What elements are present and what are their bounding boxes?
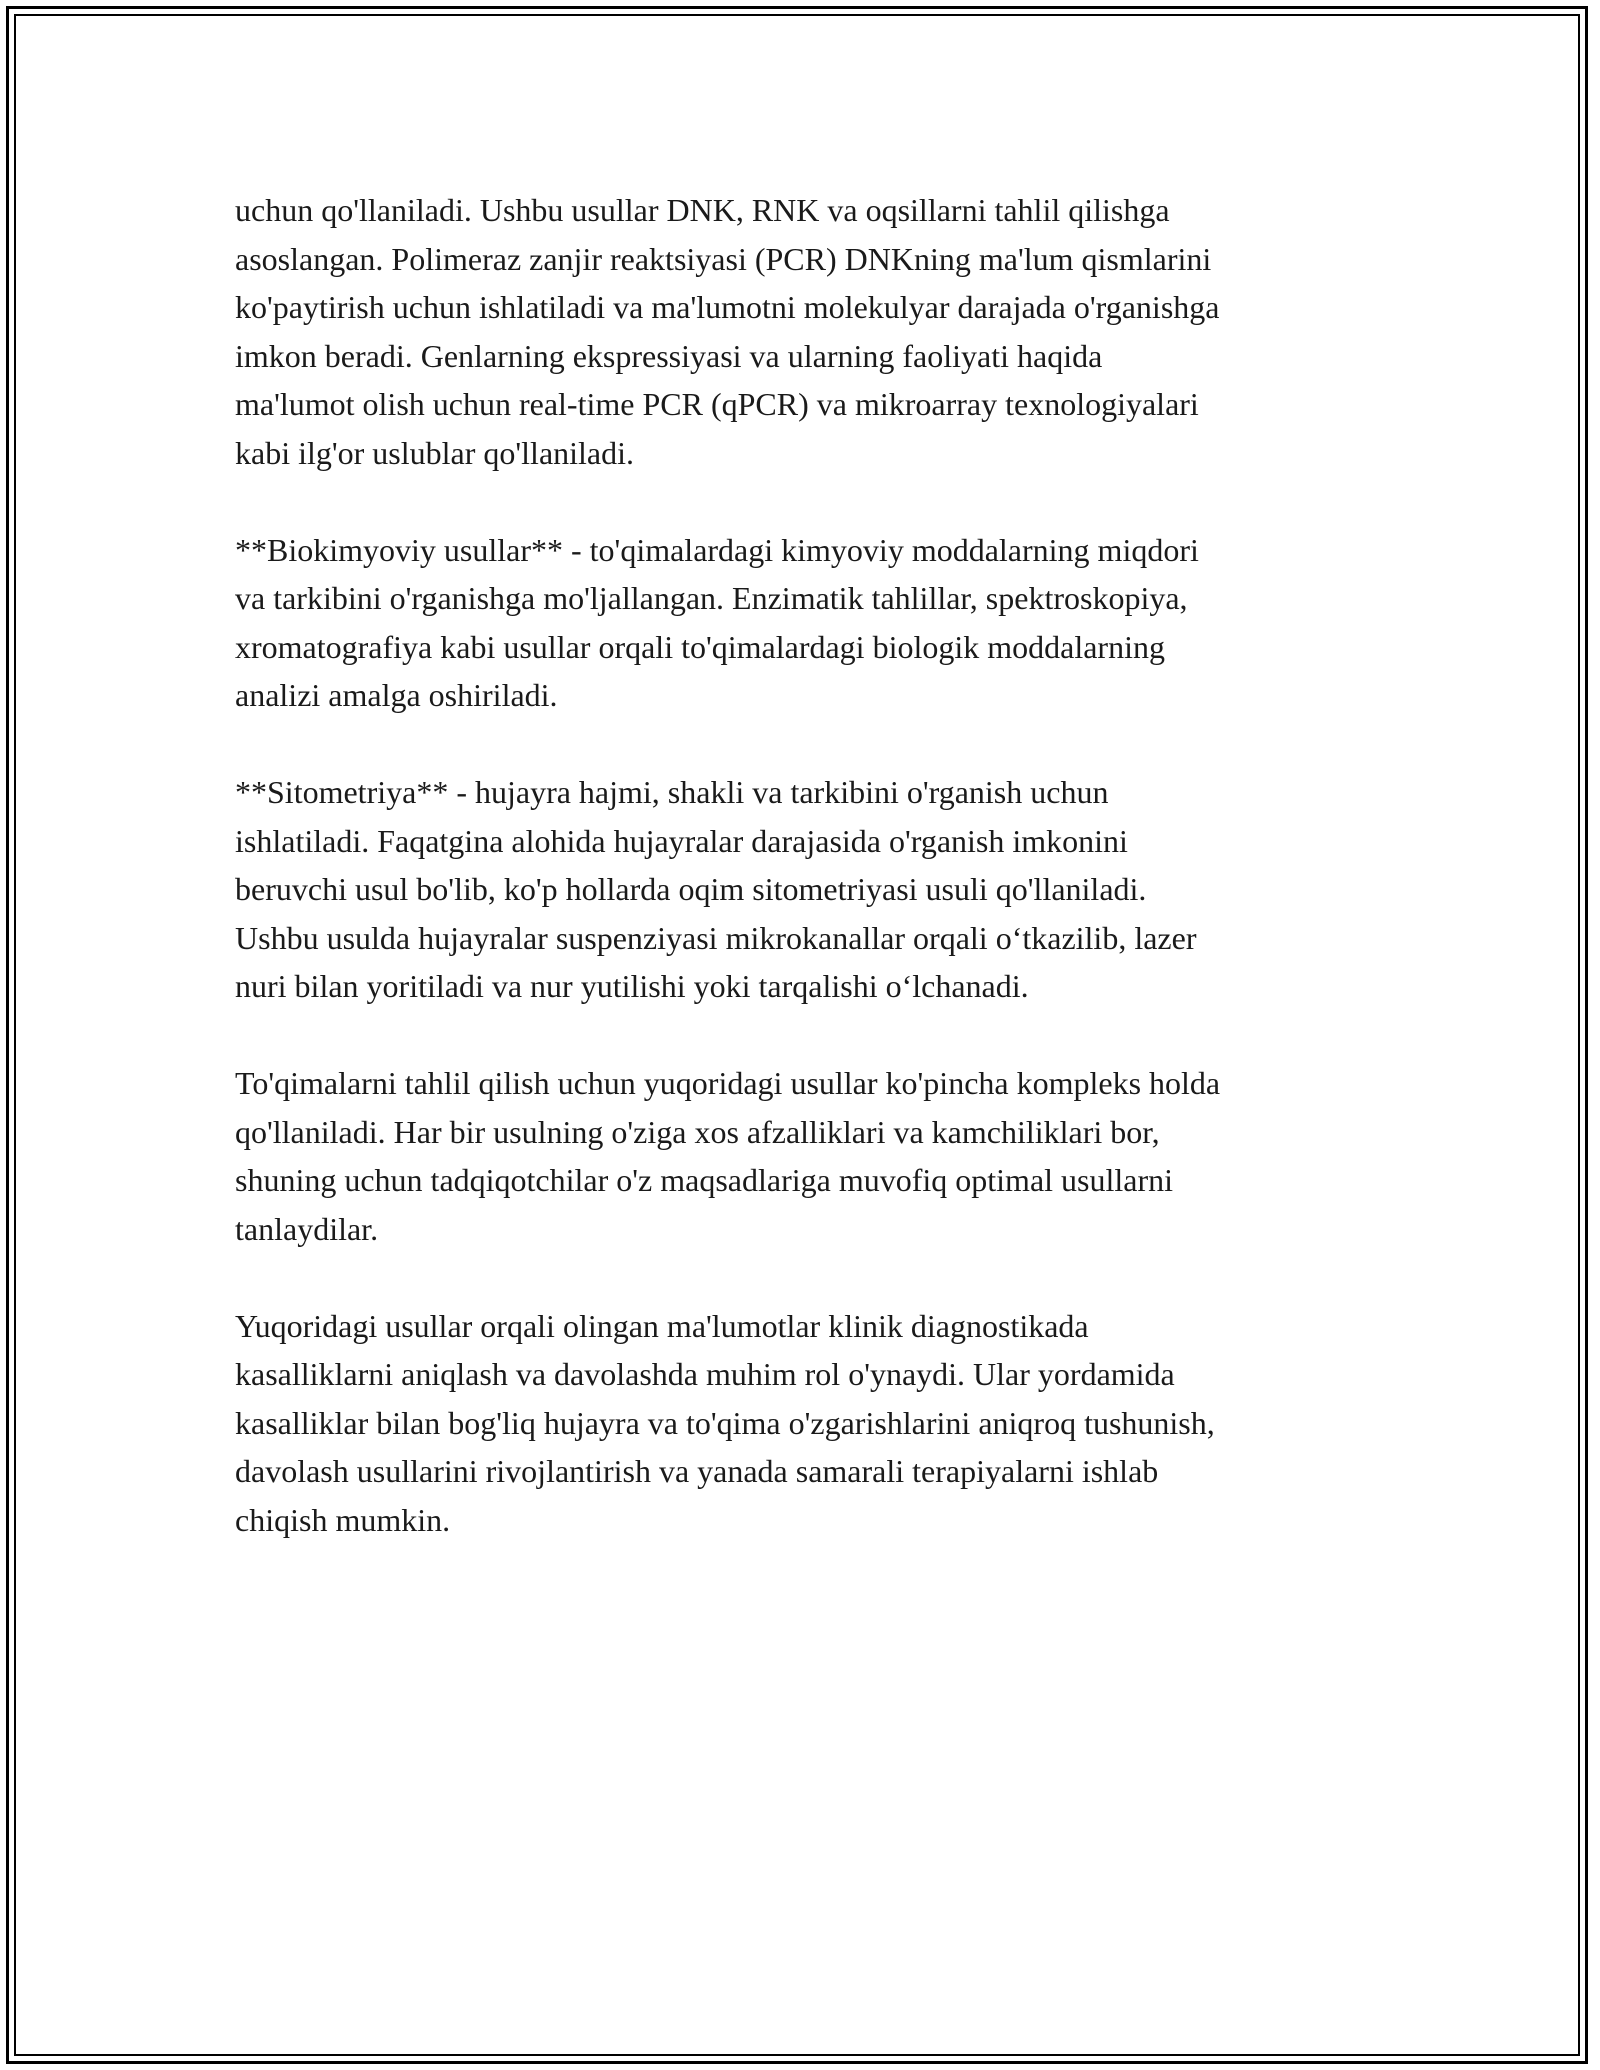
paragraph-molecular-methods bbox=[235, 186, 1375, 477]
text-line: analizi amalga oshiriladi. bbox=[235, 677, 558, 713]
text-line: Yuqoridagi usullar orqali olingan ma'lumotlar klinik diagnostikada bbox=[235, 1307, 1089, 1344]
text-line: To'qimalarni tahlil qilish uchun yuqoridagi usullar ko'pincha kompleks holda bbox=[235, 1065, 1221, 1101]
paragraph-biochemical-methods bbox=[235, 526, 1375, 720]
text-line: kasalliklarni aniqlash va davolashda muhim rol o'ynaydi. Ular yordamida bbox=[235, 1356, 1175, 1392]
text-line: kabi ilg'or uslublar qo'llaniladi. bbox=[235, 434, 635, 471]
text-line: imkon beradi. Genlarning ekspressiyasi va ularning faoliyati haqida bbox=[235, 337, 1103, 374]
text-line: kasalliklar bilan bog'liq hujayra va to'qima o'zgarishlarini aniqroq tushunish, bbox=[235, 1404, 1215, 1441]
text-line: nuri bilan yoritiladi va nur yutilishi yoki tarqalishi o‘lchanadi. bbox=[235, 968, 1029, 1004]
text-line: va tarkibini o'rganishga mo'ljallangan. Enzimatik tahlillar, spektroskopiya, bbox=[235, 580, 1188, 616]
text-line: davolash usullarini rivojlantirish va yanada samarali terapiyalarni ishlab bbox=[235, 1453, 1159, 1489]
text-line: tanlaydilar. bbox=[235, 1210, 379, 1247]
text-line: xromatografiya kabi usullar orqali to'qimalardagi biologik moddalarning bbox=[235, 628, 1165, 665]
text-line: ko'paytirish uchun ishlatiladi va ma'lumotni molekulyar darajada o'rganishga bbox=[235, 289, 1220, 325]
text-line: Ushbu usulda hujayralar suspenziyasi mikrokanallar orqali o‘tkazilib, lazer bbox=[235, 919, 1197, 956]
text-line: qo'llaniladi. Har bir usulning o'ziga xos afzalliklari va kamchiliklari bor, bbox=[235, 1113, 1160, 1150]
paragraph-clinical-significance bbox=[235, 1302, 1375, 1545]
text-line: beruvchi usul bo'lib, ko'p hollarda oqim sitometriyasi usuli qo'llaniladi. bbox=[235, 871, 1147, 907]
text-line: ishlatiladi. Faqatgina alohida hujayralar darajasida o'rganish imkonini bbox=[235, 822, 1128, 859]
text-line: **Biokimyoviy usullar** - to'qimalardagi kimyoviy moddalarning miqdori bbox=[235, 531, 1199, 568]
paragraph-cytometry bbox=[235, 768, 1375, 1011]
text-line: ma'lumot olish uchun real-time PCR (qPCR) va mikroarray texnologiyalari bbox=[235, 386, 1199, 422]
text-line: uchun qo'llaniladi. Ushbu usullar DNK, RNK va oqsillarni tahlil qilishga bbox=[235, 192, 1170, 228]
text-line: **Sitometriya** - hujayra hajmi, shakli va tarkibini o'rganish uchun bbox=[235, 774, 1109, 810]
paragraph-combined-use bbox=[235, 1059, 1375, 1253]
text-line: chiqish mumkin. bbox=[235, 1501, 451, 1538]
text-line: shuning uchun tadqiqotchilar o'z maqsadlariga muvofiq optimal usullarni bbox=[235, 1162, 1174, 1198]
text-line: asoslangan. Polimeraz zanjir reaktsiyasi (PCR) DNKning ma'lum qismlarini bbox=[235, 240, 1212, 277]
document-body bbox=[235, 186, 1375, 1593]
